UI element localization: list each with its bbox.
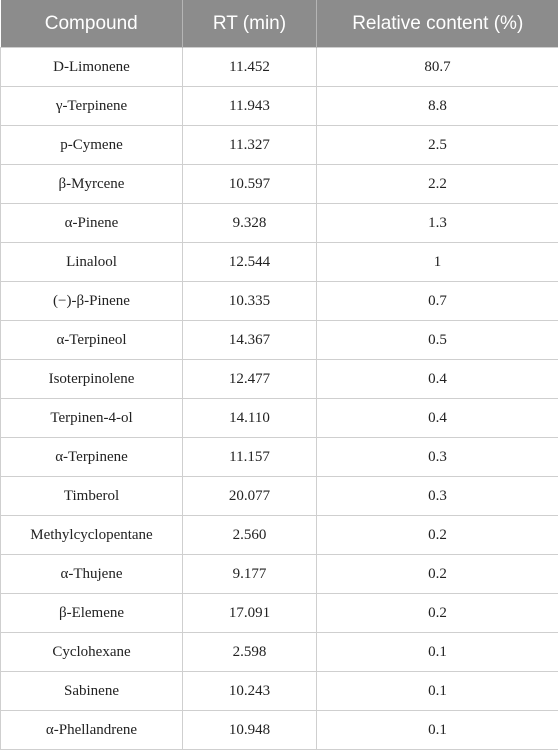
- cell-relative-content: 0.7: [317, 282, 558, 321]
- cell-relative-content: 0.2: [317, 555, 558, 594]
- cell-compound: Cyclohexane: [1, 633, 183, 672]
- cell-relative-content: 1: [317, 243, 558, 282]
- table-row: [1, 48, 558, 87]
- cell-rt: 20.077: [183, 477, 317, 516]
- cell-rt: 14.367: [183, 321, 317, 360]
- cell-rt: 10.243: [183, 672, 317, 711]
- cell-compound: Timberol: [1, 477, 183, 516]
- table-row: [1, 711, 558, 750]
- header-relative-content: Relative content (%): [317, 0, 558, 48]
- cell-rt: 11.157: [183, 438, 317, 477]
- table-row: [1, 633, 558, 672]
- cell-relative-content: 0.3: [317, 477, 558, 516]
- cell-rt: 11.327: [183, 126, 317, 165]
- header-row: [1, 0, 558, 48]
- table-row: [1, 204, 558, 243]
- cell-compound: D-Limonene: [1, 48, 183, 87]
- cell-compound: γ-Terpinene: [1, 87, 183, 126]
- cell-compound: Terpinen-4-ol: [1, 399, 183, 438]
- cell-compound: (−)-β-Pinene: [1, 282, 183, 321]
- cell-compound: α-Phellandrene: [1, 711, 183, 750]
- table-row: [1, 438, 558, 477]
- table-row: [1, 477, 558, 516]
- cell-compound: Linalool: [1, 243, 183, 282]
- cell-relative-content: 0.1: [317, 711, 558, 750]
- cell-relative-content: 0.3: [317, 438, 558, 477]
- cell-compound: p-Cymene: [1, 126, 183, 165]
- cell-rt: 2.560: [183, 516, 317, 555]
- cell-compound: α-Terpinene: [1, 438, 183, 477]
- cell-relative-content: 0.5: [317, 321, 558, 360]
- cell-rt: 12.477: [183, 360, 317, 399]
- cell-rt: 11.943: [183, 87, 317, 126]
- cell-compound: β-Myrcene: [1, 165, 183, 204]
- cell-compound: Sabinene: [1, 672, 183, 711]
- cell-rt: 11.452: [183, 48, 317, 87]
- cell-compound: α-Terpineol: [1, 321, 183, 360]
- table-row: [1, 243, 558, 282]
- cell-relative-content: 0.4: [317, 399, 558, 438]
- cell-rt: 9.328: [183, 204, 317, 243]
- cell-compound: Isoterpinolene: [1, 360, 183, 399]
- cell-rt: 12.544: [183, 243, 317, 282]
- cell-relative-content: 8.8: [317, 87, 558, 126]
- cell-rt: 10.335: [183, 282, 317, 321]
- cell-rt: 9.177: [183, 555, 317, 594]
- cell-rt: 10.597: [183, 165, 317, 204]
- cell-relative-content: 0.2: [317, 516, 558, 555]
- cell-compound: β-Elemene: [1, 594, 183, 633]
- cell-compound: Methylcyclopentane: [1, 516, 183, 555]
- cell-relative-content: 0.1: [317, 633, 558, 672]
- cell-rt: 10.948: [183, 711, 317, 750]
- table-row: [1, 672, 558, 711]
- cell-relative-content: 80.7: [317, 48, 558, 87]
- table-header: [1, 0, 558, 48]
- table-body: [1, 48, 558, 750]
- cell-rt: 17.091: [183, 594, 317, 633]
- header-compound: Compound: [1, 0, 183, 48]
- cell-compound: α-Thujene: [1, 555, 183, 594]
- cell-compound: α-Pinene: [1, 204, 183, 243]
- table-row: [1, 360, 558, 399]
- cell-rt: 2.598: [183, 633, 317, 672]
- table-row: [1, 516, 558, 555]
- cell-relative-content: 1.3: [317, 204, 558, 243]
- table-row: [1, 399, 558, 438]
- table-row: [1, 87, 558, 126]
- table-row: [1, 282, 558, 321]
- cell-relative-content: 0.1: [317, 672, 558, 711]
- table-row: [1, 126, 558, 165]
- cell-relative-content: 0.4: [317, 360, 558, 399]
- cell-rt: 14.110: [183, 399, 317, 438]
- table-row: [1, 165, 558, 204]
- cell-relative-content: 2.2: [317, 165, 558, 204]
- cell-relative-content: 0.2: [317, 594, 558, 633]
- header-rt: RT (min): [183, 0, 317, 48]
- table-row: [1, 321, 558, 360]
- table-row: [1, 594, 558, 633]
- table-row: [1, 555, 558, 594]
- cell-relative-content: 2.5: [317, 126, 558, 165]
